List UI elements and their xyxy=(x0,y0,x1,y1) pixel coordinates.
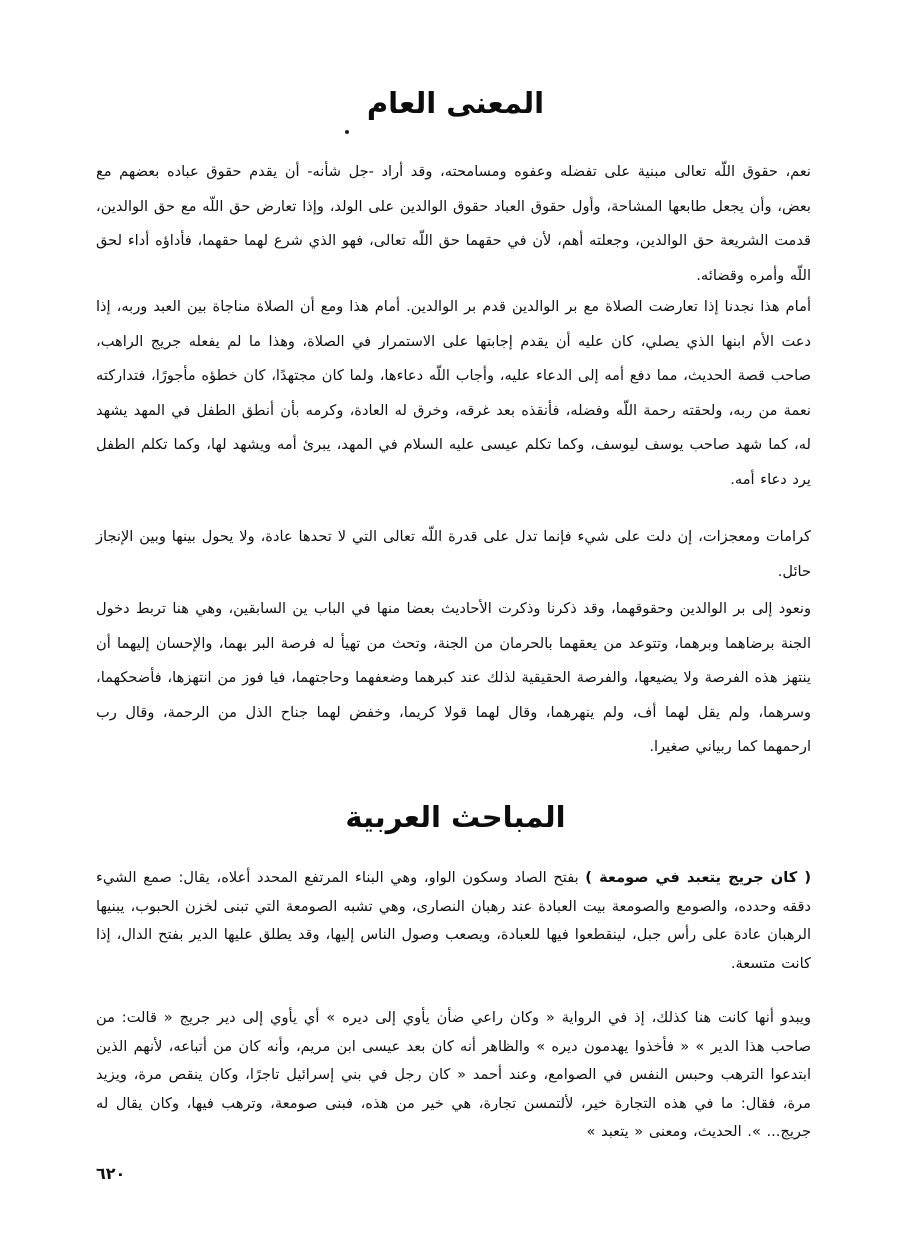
decorative-dot xyxy=(345,130,349,134)
section-title-arabic-topics: المباحث العربية xyxy=(345,800,566,834)
page-number: ٦٢٠ xyxy=(96,1164,126,1183)
section-title-general-meaning: المعنى العام xyxy=(366,86,545,120)
paragraph-miracles: كرامات ومعجزات، إن دلت على شيء فإنما تدل على قدرة اللّه تعالى التي لا تحدها عادة، ولا يحول بينها وبين الإنجاز حائل. xyxy=(96,528,811,580)
paragraph-sawmaa-body: بفتح الصاد وسكون الواو، وهي البناء المرتفع المحدد أعلاه، يقال: صمع الشيء دققه وحدده، والصومع والصومعة بيت العبادة عند رهبان النصارى، وهي تشبه الصومعة التي تبنى لخزن الحبوب، يبنيها الرهبان عادة على رأس جبل، لينقطعوا فيها للعبادة، ويصعب وصول الناس إليها، وقد يطلق عليها الدير بفتح الدال، إذا كانت متسعة. xyxy=(96,869,811,972)
paragraph-sawmaa-definition xyxy=(96,864,811,978)
paragraph-rights-of-parents: نعم، حقوق اللّه تعالى مبنية على تفضله وعفوه ومسامحته، وقد أراد -جل شأنه- أن يقدم حقوق عباده بعضهم مع بعض، وأن يجعل طابعها المشاحة، وأول حقوق العباد حقوق الوالدين على الولد، وإذا تعارض حق اللّه مع حق الوالدين، قدمت الشريعة حق الوالدين، وجعلته أهم، لأن في حقهما حق اللّه تعالى، فهو الذي شرع لهما حقهما، فأداؤه أداء لحق اللّه وأمره وقضائه. xyxy=(96,163,811,284)
paragraph-dayr-explanation: ويبدو أنها كانت هنا كذلك، إذ في الرواية « وكان راعي ضأن يأوي إلى ديره » أي يأوي إلى دير جريج « قالت: من صاحب هذا الدير » « فأخذوا يهدمون ديره » والظاهر أنه كان بعد عيسى ابن مريم، وأنه كان من أتباعه، لأنهم الذين ابتدعوا الترهب وحبس النفس في الصوامع، وعند أحمد « كان رجل في بني إسرائيل تاجرًا، وكان ينقص مرة، ويزيد مرة، فقال: ما في هذه التجارة خير، لألتمسن تجارة، هي خير من هذه، فبنى صومعة، وترهب فيها، وكان يقال له جريج... ». الحديث، ومعنى « يتعبد » xyxy=(96,1009,811,1140)
hadith-quote-lead: ( كان جريج يتعبد في صومعة ) xyxy=(585,869,811,886)
paragraph-honoring-parents: ونعود إلى بر الوالدين وحقوقهما، وقد ذكرنا وذكرت الأحاديث بعضا منها في الباب ين السابقين، وهي هنا تربط دخول الجنة برضاهما وبرهما، وتتوعد من يعقهما بالحرمان من الجنة، وتحث من تهيأ له فرصة البر بهما، والإحسان إليهما أن ينتهز هذه الفرصة ولا يضيعها، والفرصة الحقيقية لذلك عند كبرهما وضعفهما وحاجتهما، فيا فوز من انتهزها، فأضحكهما، وسرهما، ولم يقل لهما أف، ولم ينهرهما، وقال لهما قولا كريما، وخفض لهما جناح الذل من الرحمة، وقال رب ارحمهما كما ربياني صغيرا. xyxy=(96,600,811,756)
paragraph-jurayj-story: أمام هذا نجدنا إذا تعارضت الصلاة مع بر الوالدين قدم بر الوالدين. أمام هذا ومع أن الصلاة مناجاة بين العبد وربه، إذا دعت الأم ابنها الذي يصلي، كان عليه أن يقدم إجابتها على الاستمرار في الصلاة، وهذا ما لم يفعله جريج الراهب، صاحب قصة الحديث، مما دفع أمه إلى الدعاء عليه، وأجاب اللّه دعاءها، ولما كان مجتهدًا، كان خطؤه مأجورًا، فتداركته نعمة من ربه، ولحقته رحمة اللّه وفضله، فأنقذه بعد غرقه، وخرق له العادة، وكرمه بأن أنطق الطفل في المهد يشهد له، كما شهد صاحب يوسف ليوسف، وكما تكلم عيسى عليه السلام في المهد، يبرئ أمه ويشهد لها، وكما تكلم الطفل يرد دعاء أمه. xyxy=(96,298,811,488)
